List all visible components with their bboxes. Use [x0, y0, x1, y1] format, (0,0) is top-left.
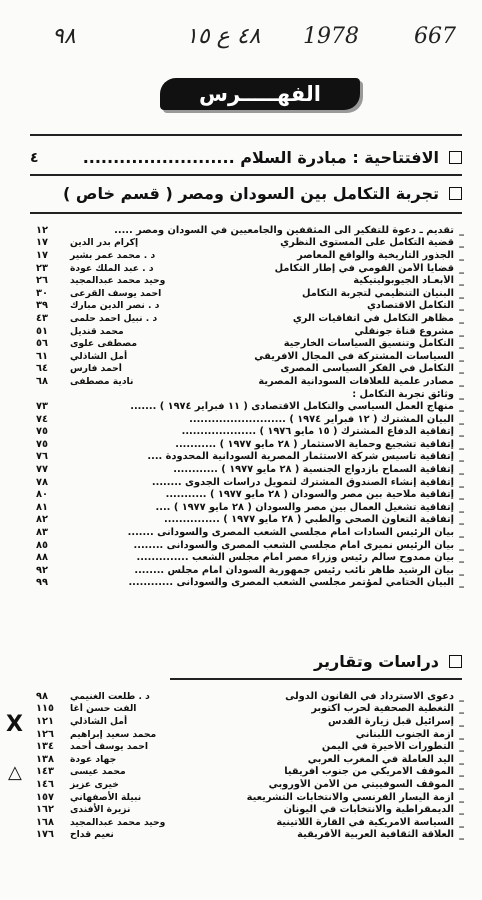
entry-title: الموقف الامريكي من جنوب أفريقيا [284, 766, 454, 778]
entry-title: إتفاقية السماح بازدواج الجنسية ( ٢٨ مايو ١٩٧٧ ) ............ [173, 464, 454, 476]
contents-entry [36, 829, 464, 842]
entry-title: الجذور التاريخية والواقع المعاصر [297, 249, 454, 261]
contents-entry [36, 514, 464, 527]
entry-title: التكامل في الفكر السياسى المصرى [280, 363, 454, 375]
contents-entry [36, 237, 464, 250]
handwritten-x-mark: X [6, 712, 23, 737]
page-number: ٨٢ [36, 514, 48, 526]
entry-title: أزمة اليسار الفرنسي والانتخابات التشريعية [246, 791, 454, 803]
contents-entry [36, 388, 464, 401]
bullet-dash: _ [459, 489, 464, 501]
page-number: ١٧٦ [36, 829, 54, 841]
bullet-dash: _ [459, 300, 464, 312]
entry-author: نادية مصطفى [70, 375, 134, 387]
handwritten-note: ٤٨ ع ١٥ [186, 24, 261, 49]
page-number: ٧٣ [36, 401, 48, 413]
contents-entry [36, 728, 464, 741]
contents-entry [36, 539, 464, 552]
bullet-dash: _ [459, 312, 464, 324]
bullet-dash: _ [459, 338, 464, 350]
contents-entry [36, 249, 464, 262]
page-number: ١٧ [36, 237, 48, 249]
entry-title: بيان الرئيس نميرى امام مجلسي الشعب المصرى والسودانى ........ [133, 539, 454, 551]
page-number: ١٥٧ [36, 791, 54, 803]
bullet-dash: _ [459, 287, 464, 299]
bullet-dash: _ [459, 539, 464, 551]
entry-author: وحيد محمد عبدالمجيد [70, 275, 166, 287]
entry-title: اليد العاملة في المغرب العربي [307, 753, 454, 765]
contents-entry [36, 501, 464, 514]
entry-title: بيان الرشيد طاهر نائب رئيس جمهورية السودان امام مجلس ........ [134, 564, 454, 576]
bullet-dash: _ [459, 275, 464, 287]
page-number: ٧٦ [36, 451, 48, 463]
entry-title: بيان الرئيس السادات امام مجلسي الشعب المصرى والسودانى ....... [127, 527, 454, 539]
entry-author: الفت حسن أغا [70, 703, 137, 715]
bullet-dash: _ [459, 552, 464, 564]
entry-title: مشروع قناة جونقلي [354, 325, 454, 337]
handwritten-note: 1978 [303, 24, 359, 49]
page-number: ٩٢ [36, 564, 48, 576]
contents-entry [36, 287, 464, 300]
entry-author: أمل الشاذلي [70, 715, 128, 727]
entry-author: أحمد فارس [70, 363, 122, 375]
contents-entry [36, 363, 464, 376]
bullet-dash: _ [459, 249, 464, 261]
page-number: ٢٣ [36, 262, 48, 274]
contents-entry [36, 488, 464, 501]
page-number: ١٦٨ [36, 816, 54, 828]
contents-entry [36, 451, 464, 464]
page-number: ١٣٤ [36, 741, 54, 753]
entry-title: الموقف السوفييتي من الأمن الأوروبي [268, 778, 454, 790]
bullet-dash: _ [459, 690, 464, 702]
entry-author: جهاد عودة [70, 753, 117, 765]
bullet-dash: _ [459, 363, 464, 375]
page-number: ٣٠ [36, 287, 48, 299]
entry-title: الأبعـاد الجيوبوليتيكية [353, 275, 454, 287]
page-number: ١٢١ [36, 715, 54, 727]
entry-title: التغطية الصحفية لحرب اكتوبر [311, 703, 454, 715]
section-studies [30, 652, 462, 671]
entry-title: إتفاقية ملاحية بين مصر والسودان ( ٢٨ مايو ١٩٧٧ ) ........... [165, 489, 454, 501]
entry-title: التكامل وتنسيق السياسات الخارجية [283, 338, 454, 350]
page-number: ٧٤ [36, 413, 48, 425]
page-number: ١٢ [36, 224, 48, 236]
divider [170, 678, 462, 680]
entry-author: نبيلة الأصفهاني [70, 791, 142, 803]
contents-entry [36, 337, 464, 350]
entry-author: احمد يوسف أحمد [70, 741, 149, 753]
contents-entry [36, 740, 464, 753]
contents-entry [36, 803, 464, 816]
entry-author: احمد يوسف القرعى [70, 287, 162, 299]
bullet-dash: _ [459, 375, 464, 387]
contents-entry [36, 703, 464, 716]
contents-entry [36, 350, 464, 363]
bullet-dash: _ [459, 703, 464, 715]
entry-title: إسرائيل قبل زيارة القدس [328, 715, 454, 727]
bullet-dash: _ [459, 753, 464, 765]
bullet-dash: _ [459, 451, 464, 463]
contents-entry [36, 426, 464, 439]
bullet-dash: _ [459, 237, 464, 249]
entry-author: محمد قنديل [70, 325, 124, 337]
contents-entry [36, 224, 464, 237]
entry-title: وثائق تجربة التكامل : [352, 388, 454, 400]
contents-entry [36, 816, 464, 829]
bullet-dash: _ [459, 350, 464, 362]
bullet-dash: _ [459, 741, 464, 753]
page-number: ١٤٦ [36, 778, 54, 790]
page-number: ٨٠ [36, 489, 48, 501]
entry-author: إكرام بدر الدين [70, 237, 139, 249]
entry-title: إتفاقية التعاون الصحي والطبي ( ٢٨ مايو ١٩٧٧ ) ............... [164, 514, 454, 526]
bullet-dash: _ [459, 778, 464, 790]
contents-entry [36, 564, 464, 577]
contents-entry [36, 262, 464, 275]
page-number: ٨١ [36, 501, 48, 513]
entry-title: إتفاقية تشغيل العمال بين مصر والسودان ( ٢٨ مايو ١٩٧٧ ) .... [155, 501, 454, 513]
bullet-dash: _ [459, 325, 464, 337]
bullet-dash: _ [459, 262, 464, 274]
page-number: ٤ [30, 149, 39, 166]
contents-list-studies [36, 690, 464, 841]
divider [30, 134, 462, 136]
contents-entry [36, 400, 464, 413]
entry-title: أزمة الجنوب اللبناني [355, 728, 454, 740]
page-number: ٥٦ [36, 338, 48, 350]
bullet-dash: _ [459, 564, 464, 576]
page-number: ٧٥ [36, 426, 48, 438]
bullet-dash: _ [459, 426, 464, 438]
contents-entry [36, 375, 464, 388]
bullet-dash: _ [459, 438, 464, 450]
bullet-dash: _ [459, 501, 464, 513]
contents-entry [36, 463, 464, 476]
entry-author: محمد سعيد إبراهيم [70, 728, 157, 740]
entry-author: وحيد محمد عبدالمجيد [70, 816, 166, 828]
contents-entry [36, 551, 464, 564]
entry-author: د . نصر الدين مبارك [70, 300, 160, 312]
entry-author: د . نبيل احمد حلمى [70, 312, 158, 324]
bullet-dash: _ [459, 577, 464, 589]
contents-entry [36, 274, 464, 287]
entry-author: د . محمد عمر بشير [70, 249, 156, 261]
page-number: ٨٨ [36, 552, 48, 564]
bullet-dash: _ [459, 401, 464, 413]
bullet-dash: _ [459, 224, 464, 236]
contents-entry [36, 476, 464, 489]
entry-author: أمل الشاذلي [70, 350, 128, 362]
entry-title: إتفاقية الدفاع المشترك ( ١٥ مايو ١٩٧٦ ) .................... [181, 426, 454, 438]
section-opening [30, 148, 462, 167]
bullet-dash: _ [459, 804, 464, 816]
entry-title: التكامل الاقتصادي [366, 300, 454, 312]
entry-title: بيان ممدوح سالم رئيس وزراء مصر أمام مجلس الشعب .............. [136, 552, 454, 564]
section-title: الافتتاحية : مبادرة السلام ......................... [82, 148, 439, 167]
contents-entry [36, 766, 464, 779]
checkbox-icon [449, 655, 462, 668]
handwritten-note: ٩٨ [52, 24, 76, 49]
entry-title: تقديم ـ دعوة للتفكير الى المثقفين والجامعيين في السودان ومصر ..... [114, 224, 454, 236]
entry-title: الديمقراطية والانتخابات في اليونان [283, 804, 454, 816]
entry-title: إتفاقية تشجيع وحماية الاستثمار ( ٢٨ مايو ١٩٧٧ ) ........... [175, 438, 454, 450]
contents-entry [36, 325, 464, 338]
entry-title: البنيان التنظيمي لتجربة التكامل [301, 287, 454, 299]
section-title: تجربة التكامل بين السودان ومصر ( قسم خاص ) [63, 184, 439, 203]
section-special [30, 184, 462, 203]
handwritten-triangle-mark: △ [8, 762, 22, 783]
bullet-dash: _ [459, 829, 464, 841]
entry-title: العلاقة الثقافية العربية الأفريقية [297, 829, 454, 841]
contents-entry [36, 438, 464, 451]
contents-entry [36, 577, 464, 590]
page-number: ٨٣ [36, 527, 48, 539]
contents-entry [36, 690, 464, 703]
divider [30, 174, 462, 176]
checkbox-icon [449, 187, 462, 200]
page-number: ١٣٨ [36, 753, 54, 765]
entry-title: السياسة الامريكية في القارة اللاتينية [276, 816, 454, 828]
page-number: ٧٨ [36, 476, 48, 488]
page-number: ١٧ [36, 249, 48, 261]
page-number: ٦٨ [36, 375, 48, 387]
entry-title: قضايا الأمن القومي في إطار التكامل [274, 262, 454, 274]
page-number: ٩٨ [36, 690, 48, 702]
entry-title: البيان الختامي لمؤتمر مجلسي الشعب المصرى والسودانى ............ [128, 577, 454, 589]
bullet-dash: _ [459, 413, 464, 425]
contents-entry [36, 778, 464, 791]
bullet-dash: _ [459, 766, 464, 778]
entry-title: قضية التكامل على المستوى النظري [280, 237, 454, 249]
contents-list-special [36, 224, 464, 589]
checkbox-icon [449, 151, 462, 164]
bullet-dash: _ [459, 464, 464, 476]
entry-author: نعيم قداح [70, 829, 114, 841]
page-number: ٦١ [36, 350, 48, 362]
entry-title: السياسات المشتركة في المجال الافريقي [254, 350, 454, 362]
entry-title: إتفاقية تاسيس شركة الاستثمار المصرية السودانية المحدودة .... [147, 451, 454, 463]
entry-author: نزيرة الأفندى [70, 804, 131, 816]
entry-title: البيان المشترك ( ١٢ فبراير ١٩٧٤ ) .......................... [189, 413, 454, 425]
page-number: ٤٣ [36, 312, 48, 324]
entry-title: التطورات الأخيرة في اليمن [321, 741, 454, 753]
contents-entry [36, 715, 464, 728]
bullet-dash: _ [459, 791, 464, 803]
contents-entry [36, 753, 464, 766]
contents-entry [36, 312, 464, 325]
contents-entry [36, 526, 464, 539]
bullet-dash: _ [459, 715, 464, 727]
page-number: ٦٤ [36, 363, 48, 375]
bullet-dash: _ [459, 728, 464, 740]
page-number: ٧٧ [36, 464, 48, 476]
entry-title: مظاهر التكامل في اتفاقيات الري [292, 312, 454, 324]
page-number: ١٢٦ [36, 728, 54, 740]
entry-author: مصطفى علوى [70, 338, 138, 350]
bullet-dash: _ [459, 514, 464, 526]
page-number: ٣٩ [36, 300, 48, 312]
page-number: ٧٥ [36, 438, 48, 450]
bullet-dash: _ [459, 527, 464, 539]
entry-author: محمد عيسى [70, 766, 126, 778]
page-number: ١٦٢ [36, 804, 54, 816]
index-banner: الفهـــــرس [160, 78, 360, 110]
bullet-dash: _ [459, 476, 464, 488]
page-number: ٩٩ [36, 577, 48, 589]
bullet-dash: _ [459, 816, 464, 828]
page-number: ١٤٣ [36, 766, 54, 778]
entry-title: منهاج العمل السياسي والتكامل الاقتصادى ( ١١ فبراير ١٩٧٤ ) ....... [130, 401, 454, 413]
handwritten-note: 667 [414, 24, 456, 49]
section-title: دراسات وتقارير [314, 652, 439, 671]
contents-entry [36, 413, 464, 426]
page-number: ٢٦ [36, 275, 48, 287]
entry-title: مصادر علمية للعلاقات السودانية المصرية [258, 375, 454, 387]
page-number: ٥١ [36, 325, 48, 337]
entry-title: إتفاقية إنشاء الصندوق المشترك لتمويل دراسات الجدوى ........ [151, 476, 454, 488]
page-number: ١١٥ [36, 703, 54, 715]
contents-entry [36, 791, 464, 804]
entry-author: د . عبد الملك عودة [70, 262, 154, 274]
entry-author: د . طلعت الغنيمي [70, 690, 150, 702]
bullet-dash: _ [459, 388, 464, 400]
page-number: ٨٥ [36, 539, 48, 551]
entry-title: دعوى الاسترداد في القانون الدولى [285, 690, 454, 702]
contents-entry [36, 300, 464, 313]
entry-author: خيرى عزيز [70, 778, 119, 790]
divider [30, 212, 462, 214]
